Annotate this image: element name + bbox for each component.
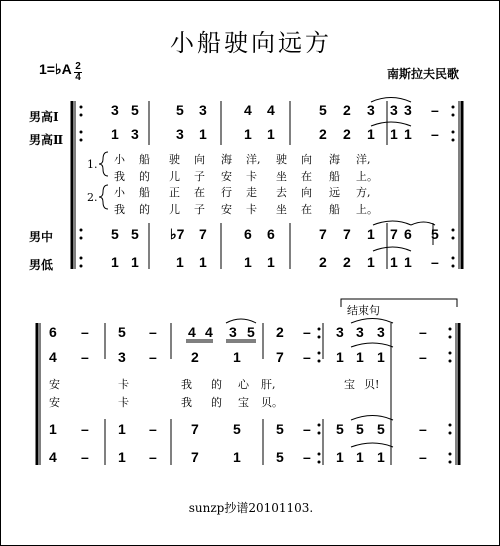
note: – <box>419 421 427 437</box>
note: 2 <box>343 102 351 118</box>
note: – <box>149 449 157 465</box>
key-signature: 1=♭A <box>39 61 72 77</box>
note: 2 <box>191 349 199 365</box>
note: 4 <box>244 102 252 118</box>
note: 3 <box>118 349 126 365</box>
note: 5 <box>118 324 126 340</box>
lyric-syllable: 安 <box>49 378 60 391</box>
lyric-syllable: 我 <box>181 396 192 409</box>
lyric-syllable: 安 <box>221 203 232 216</box>
note: 1 <box>390 254 398 270</box>
note: 1 <box>118 421 126 437</box>
note: 7 <box>199 226 207 242</box>
note: 7 <box>343 226 351 242</box>
note: 7 <box>390 226 398 242</box>
note: 3 <box>131 126 139 142</box>
composer-credit: 南斯拉夫民歌 <box>386 67 459 81</box>
note: 3 <box>199 102 207 118</box>
lyric-syllable: 心 <box>238 378 249 391</box>
note: 7 <box>319 226 327 242</box>
transcriber-footer: sunzp抄谱20101103. <box>188 501 314 515</box>
lyric-syllable: 卡 <box>246 203 257 216</box>
note: 1 <box>233 449 241 465</box>
note: 1 <box>267 126 275 142</box>
note: 1 <box>267 254 275 270</box>
lyric-syllable: 我 <box>114 170 125 183</box>
lyric-syllable: 儿 <box>169 203 180 216</box>
note: 7 <box>191 449 199 465</box>
lyric-syllable: 正 <box>169 186 180 199</box>
lyric-syllable: 儿 <box>169 170 180 183</box>
note: 6 <box>49 324 57 340</box>
note: 4 <box>267 102 275 118</box>
note: 1 <box>367 254 375 270</box>
note: 5 <box>431 226 439 242</box>
note: 3 <box>111 102 119 118</box>
lyric-syllable: 船 <box>329 170 340 183</box>
note: 1 <box>176 254 184 270</box>
note: 1 <box>377 449 385 465</box>
lyric-syllable: 在 <box>194 186 205 199</box>
note: 1 <box>404 126 412 142</box>
note: 1 <box>367 226 375 242</box>
part-label-tenor-1: 男高Ⅰ <box>29 110 59 124</box>
note: 1 <box>244 254 252 270</box>
lyric-syllable: 坐 <box>276 203 287 216</box>
note: 1 <box>131 254 139 270</box>
part-label-baritone: 男中 <box>29 230 54 244</box>
lyric-syllable: 卡 <box>246 170 257 183</box>
note: 5 <box>377 421 385 437</box>
lyric-syllable: 在 <box>301 203 312 216</box>
note: – <box>81 421 89 437</box>
lyric-syllable: 子 <box>194 203 205 216</box>
note: 5 <box>111 226 119 242</box>
lyric-syllable: 坐 <box>276 170 287 183</box>
note: 6 <box>244 226 252 242</box>
note: 1 <box>233 349 241 365</box>
note: 5 <box>276 421 284 437</box>
verse-number-1: 1. <box>87 158 98 171</box>
note: 5 <box>131 226 139 242</box>
note: – <box>81 449 89 465</box>
lyric-syllable: 子 <box>194 170 205 183</box>
lyric-syllable: 船 <box>329 203 340 216</box>
note: 4 <box>49 349 57 365</box>
lyric-syllable: 宝 <box>344 378 355 391</box>
note: – <box>431 102 439 118</box>
lyric-syllable: 安 <box>221 170 232 183</box>
lyric-syllable: 海 <box>221 153 232 166</box>
note: 4 <box>205 324 213 340</box>
note: 2 <box>343 126 351 142</box>
lyric-syllable: 走 <box>246 186 257 199</box>
song-title: 小船驶向远方 <box>170 29 332 57</box>
lyric-syllable: 我 <box>181 378 192 391</box>
lyric-syllable: 海 <box>329 153 340 166</box>
lyric-syllable: 驶 <box>169 153 180 166</box>
lyric-syllable: 船 <box>139 186 150 199</box>
note: 3 <box>404 102 412 118</box>
time-signature-lower: 4 <box>75 72 81 83</box>
note: – <box>303 449 311 465</box>
note: 5 <box>336 421 344 437</box>
note: 5 <box>276 449 284 465</box>
note: – <box>431 126 439 142</box>
lyric-syllable: 上。 <box>356 170 378 183</box>
note: 5 <box>176 102 184 118</box>
lyric-syllable: 安 <box>49 396 60 409</box>
note: – <box>149 421 157 437</box>
lyric-syllable: 宝 <box>238 396 249 409</box>
verse-number-2: 2. <box>87 191 98 204</box>
note: 7 <box>276 349 284 365</box>
note: – <box>81 324 89 340</box>
note: 2 <box>319 254 327 270</box>
note: 2 <box>276 324 284 340</box>
note: 1 <box>111 126 119 142</box>
part-label-bass: 男低 <box>29 258 54 272</box>
note: 1 <box>404 254 412 270</box>
note: 1 <box>356 349 364 365</box>
note: ♭7 <box>170 226 185 242</box>
lyric-syllable: 贝。 <box>261 396 283 409</box>
end-phrase-label: 结束句 <box>347 304 380 317</box>
note: 1 <box>244 126 252 142</box>
lyric-syllable: 的 <box>211 396 222 409</box>
note: 3 <box>336 324 344 340</box>
note: 5 <box>247 324 255 340</box>
lyric-syllable: 远 <box>329 186 340 199</box>
lyric-syllable: 洋, <box>356 153 371 166</box>
lyric-syllable: 的 <box>139 203 150 216</box>
lyric-syllable: 的 <box>211 378 222 391</box>
time-signature-upper: 2 <box>75 61 81 72</box>
note: 3 <box>356 324 364 340</box>
lyric-syllable: 方, <box>356 186 371 199</box>
note: 4 <box>49 449 57 465</box>
lyric-syllable: 的 <box>139 170 150 183</box>
note: 1 <box>118 449 126 465</box>
lyric-syllable: 上。 <box>356 203 378 216</box>
note: – <box>303 349 311 365</box>
note: 3 <box>176 126 184 142</box>
lyric-syllable: 行 <box>221 186 232 199</box>
note: 3 <box>367 102 375 118</box>
note: 1 <box>199 126 207 142</box>
note: 1 <box>390 126 398 142</box>
note: 1 <box>377 349 385 365</box>
note: – <box>419 449 427 465</box>
note: 6 <box>267 226 275 242</box>
part-label-tenor-2: 男高Ⅱ <box>29 133 64 147</box>
note: – <box>419 324 427 340</box>
lyric-syllable: 向 <box>301 186 312 199</box>
lyric-syllable: 向 <box>194 153 205 166</box>
note: – <box>303 421 311 437</box>
note: 5 <box>233 421 241 437</box>
lyric-syllable: 驶 <box>276 153 287 166</box>
note: 1 <box>111 254 119 270</box>
note: 5 <box>319 102 327 118</box>
note: 1 <box>49 421 57 437</box>
lyric-syllable: 卡 <box>118 396 129 409</box>
lyric-syllable: 小 <box>114 186 125 199</box>
lyric-syllable: 卡 <box>118 378 129 391</box>
note: – <box>81 349 89 365</box>
note: 5 <box>131 102 139 118</box>
note: 1 <box>336 349 344 365</box>
lyric-syllable: 我 <box>114 203 125 216</box>
lyric-syllable: 去 <box>276 186 287 199</box>
lyric-syllable: 船 <box>139 153 150 166</box>
lyric-syllable: 在 <box>301 170 312 183</box>
note: – <box>431 254 439 270</box>
note: 7 <box>191 421 199 437</box>
note: 2 <box>319 126 327 142</box>
note: 2 <box>343 254 351 270</box>
note: 3 <box>377 324 385 340</box>
lyric-syllable: 肝, <box>261 378 276 391</box>
note: – <box>149 324 157 340</box>
lyric-syllable: 贝! <box>364 378 380 391</box>
note: 1 <box>199 254 207 270</box>
lyric-syllable: 洋, <box>246 153 261 166</box>
lyric-syllable: 小 <box>114 153 125 166</box>
note: 3 <box>229 324 237 340</box>
note: 3 <box>390 102 398 118</box>
note: 1 <box>367 126 375 142</box>
note: – <box>149 349 157 365</box>
note: 1 <box>356 449 364 465</box>
note: 1 <box>336 449 344 465</box>
note: 5 <box>356 421 364 437</box>
note: – <box>303 324 311 340</box>
note: – <box>419 349 427 365</box>
note: 6 <box>404 226 412 242</box>
note: 4 <box>188 324 196 340</box>
lyric-syllable: 向 <box>301 153 312 166</box>
